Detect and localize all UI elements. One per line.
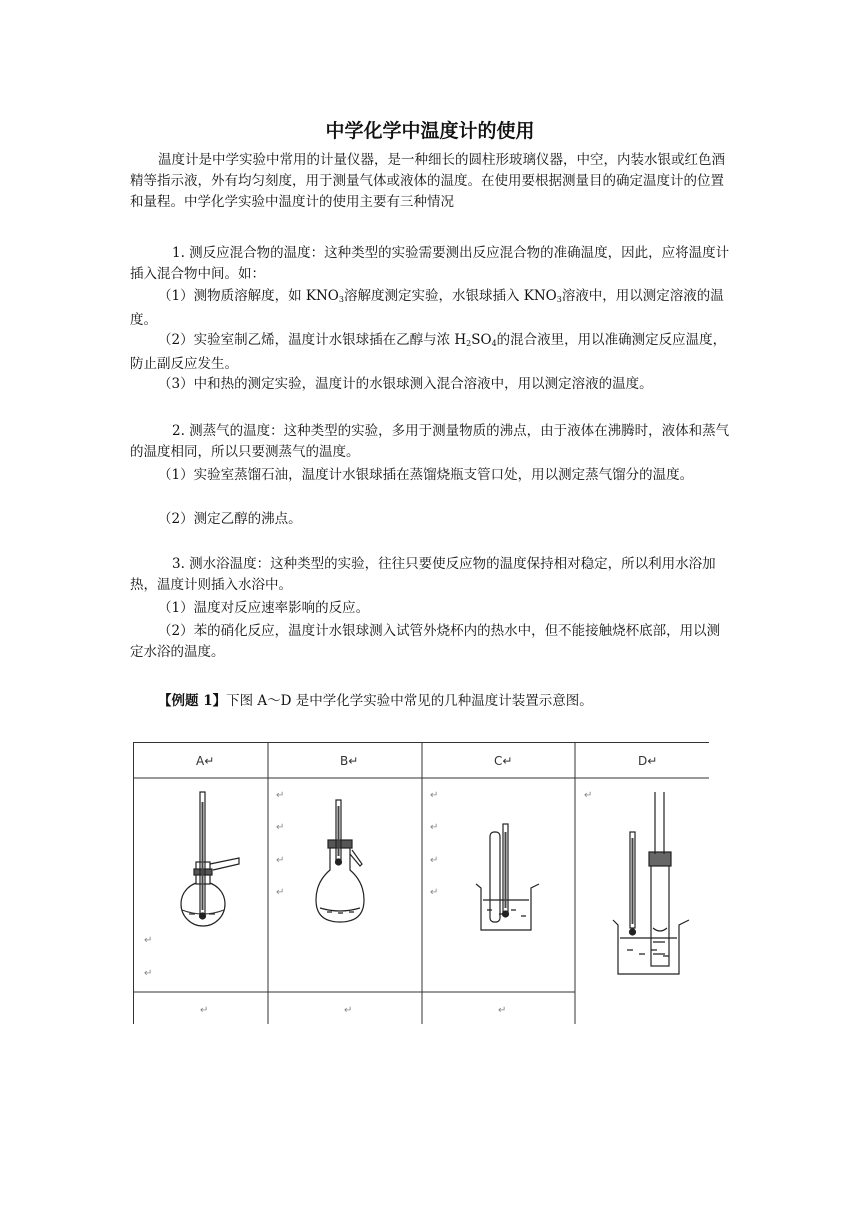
return-mark: ↵ (276, 790, 285, 801)
return-mark: ↵ (430, 790, 439, 801)
apparatus-b-thermometer (336, 800, 342, 865)
return-mark: ↵ (276, 887, 285, 898)
return-mark: ↵ (584, 790, 593, 801)
figure-header-a: A↵ (196, 754, 215, 768)
apparatus-a-flask (181, 858, 239, 926)
apparatus-d-beaker (613, 792, 689, 974)
example-paragraph (130, 691, 730, 712)
section3-item1: （1）温度对反应速率影响的反应。 (158, 600, 370, 616)
apparatus-a-thermometer (200, 792, 206, 919)
page-title: 中学化学中温度计的使用 (325, 120, 535, 142)
section2-heading: 2. 测蒸气的温度：这种类型的实验，多用于测量物质的沸点，由于液体在沸腾时，液体和蒸气的温度相同，所以只要测蒸气的温度。 (130, 423, 730, 460)
return-mark: ↵ (144, 968, 153, 979)
section2-item2: （2）测定乙醇的沸点。 (158, 511, 302, 527)
return-mark: ↵ (430, 855, 439, 866)
section3-item2: （2）苯的硝化反应，温度计水银球测入试管外烧杯内的热水中，但不能接触烧杯底部，用以测定水浴的温度。 (130, 623, 721, 660)
example-label: 【例题 1】 (158, 693, 227, 709)
figure-header-c: C↵ (494, 754, 513, 768)
return-mark: ↵ (430, 887, 439, 898)
return-mark: ↵ (276, 822, 285, 833)
section1-item2: （2）实验室制乙烯，温度计水银球插在乙醇与浓 $H_2SO_4$的混合液里，用以准确测定反应温度，防止副反应发生。 (130, 332, 727, 372)
return-mark: ↵ (144, 935, 153, 946)
section1-item3: （3）中和热的测定实验，温度计的水银球测入混合溶液中，用以测定溶液的温度。 (158, 376, 653, 392)
figure-header-b: B↵ (340, 754, 359, 768)
return-mark: ↵ (430, 822, 439, 833)
return-mark: ↵ (276, 855, 285, 866)
apparatus-b-flask (316, 840, 364, 922)
return-mark: ↵ (200, 1005, 209, 1016)
figure-header-d: D↵ (638, 754, 658, 768)
example-text: 下图 A～D 是中学化学实验中常见的几种温度计装置示意图。 (226, 693, 593, 709)
section1-item1: （1）测物质溶解度，如 $KNO_3$溶解度测定实验，水银球插入 $KNO_3$溶液中，用以测定溶液的温度。 (130, 288, 724, 328)
intro-paragraph: 温度计是中学实验中常用的计量仪器，是一种细长的圆柱形玻璃仪器，中空，内装水银或红色酒精等指示液，外有均匀刻度，用于测量气体或液体的温度。在使用要根据测量目的确定温度计的位置和量程。中学化学实验中温度计的使用主要有三种情况 (130, 152, 725, 210)
section3-heading: 3. 测水浴温度：这种类型的实验，往往只要使反应物的温度保持相对稳定，所以利用水浴加热，温度计则插入水浴中。 (130, 556, 716, 593)
return-mark: ↵ (344, 1005, 353, 1016)
return-mark: ↵ (498, 1005, 507, 1016)
apparatus-c-thermometer (503, 824, 509, 917)
apparatus-figure (133, 742, 709, 1024)
apparatus-d-thermometer (630, 832, 636, 935)
section1-heading: 1. 测反应混合物的温度：这种类型的实验需要测出反应混合物的准确温度，因此，应将温度计插入混合物中间。如： (130, 245, 730, 282)
section2-item1: （1）实验室蒸馏石油，温度计水银球插在蒸馏烧瓶支管口处，用以测定蒸气馏分的温度。 (158, 467, 694, 483)
